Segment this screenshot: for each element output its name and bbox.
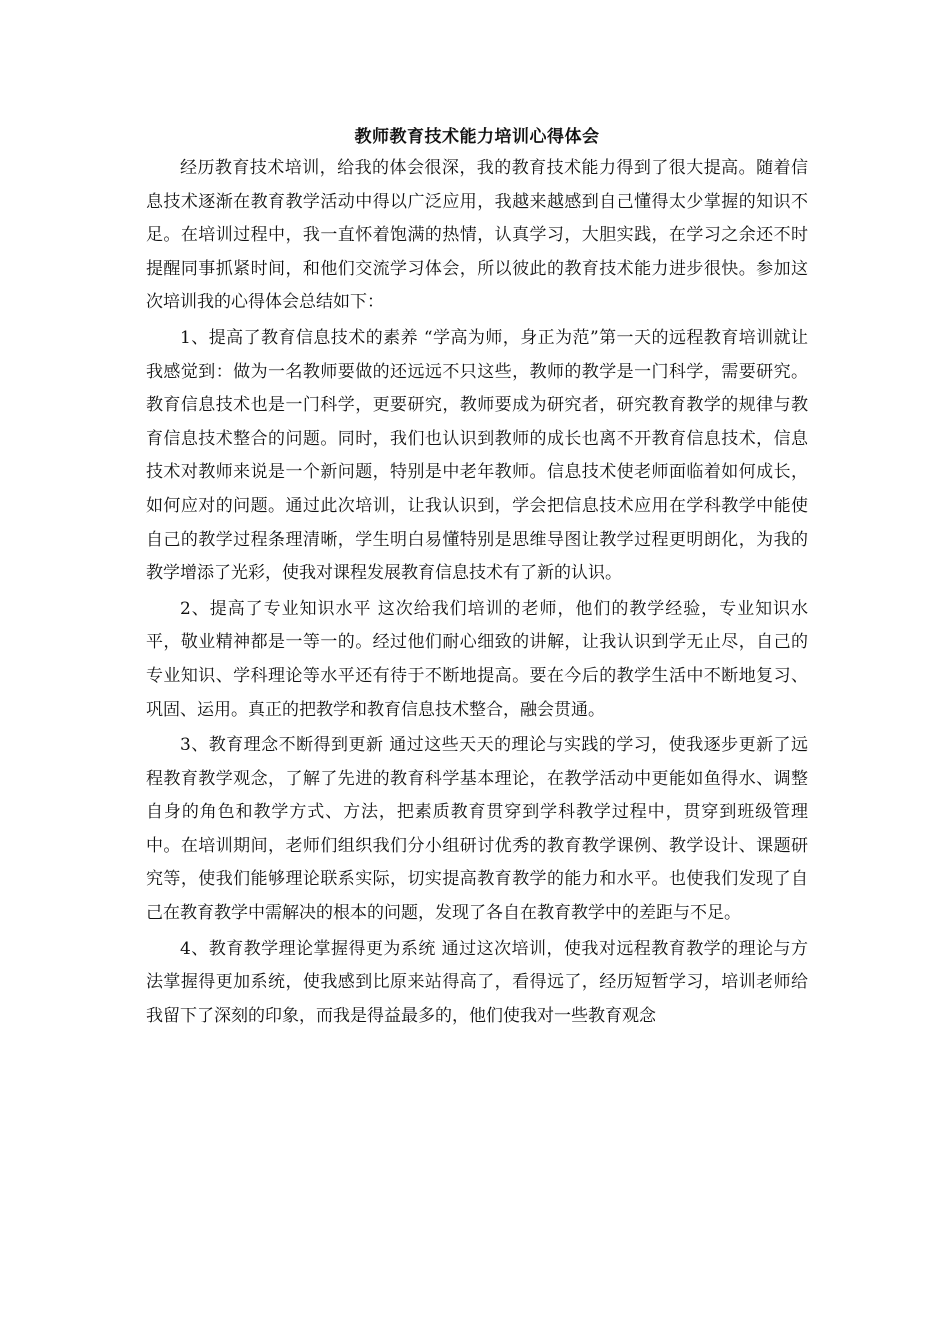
section-2-paragraph: 2、提高了专业知识水平 这次给我们培训的老师，他们的教学经验，专业知识水平，敬业精神都是一等一的。经过他们耐心细致的讲解，让我认识到学无止尽，自己的专业知识、学科理论等水平还有待于不断地提高。要在今后的教学生活中不断地复习、巩固、运用。真正的把教学和教育信息技术整合，融会贯通。 xyxy=(146,598,808,720)
intro-paragraph: 经历教育技术培训，给我的体会很深，我的教育技术能力得到了很大提高。随着信息技术逐渐在教育教学活动中得以广泛应用，我越来越感到自己懂得太少掌握的知识不足。在培训过程中，我一直怀着饱满的热情，认真学习，大胆实践，在学习之余还不时提醒同事抓紧时间，和他们交流学习体会，所以彼此的教育技术能力进步很快。参加这次培训我的心得体会总结如下： xyxy=(146,158,808,313)
section-4-paragraph: 4、教育教学理论掌握得更为系统 通过这次培训，使我对远程教育教学的理论与方法掌握得更加系统，使我感到比原来站得高了，看得远了，经历短暂学习，培训老师给我留下了深刻的印象，而我是得益最多的，他们使我对一些教育观念 xyxy=(146,938,808,1026)
document-title: 教师教育技术能力培训心得体会 xyxy=(354,127,600,147)
section-3-paragraph: 3、教育理念不断得到更新 通过这些天天的理论与实践的学习，使我逐步更新了远程教育教学观念，了解了先进的教育科学基本理论，在教学活动中更能如鱼得水、调整自身的角色和教学方式、方法，把素质教育贯穿到学科教学过程中，贯穿到班级管理中。在培训期间，老师们组织我们分小组研讨优秀的教育教学课例、教学设计、课题研究等，使我们能够理论联系实际，切实提高教育教学的能力和水平。也使我们发现了自己在教育教学中需解决的根本的问题，发现了各自在教育教学中的差距与不足。 xyxy=(146,735,808,924)
section-1-paragraph: 1、提高了教育信息技术的素养 “学高为师，身正为范”第一天的远程教育培训就让我感觉到：做为一名教师要做的还远远不只这些，教师的教学是一门科学，需要研究。教育信息技术也是一门科学，更要研究，教师要成为研究者，研究教育教学的规律与教育信息技术整合的问题。同时，我们也认识到教师的成长也离不开教育信息技术，信息技术对教师来说是一个新问题，特别是中老年教师。信息技术使老师面临着如何成长，如何应对的问题。通过此次培训，让我认识到，学会把信息技术应用在学科教学中能使自己的教学过程条理清晰，学生明白易懂特别是思维导图让教学过程更明朗化，为我的教学增添了光彩，使我对课程发展教育信息技术有了新的认识。 xyxy=(146,327,808,584)
document-page xyxy=(146,122,808,1033)
